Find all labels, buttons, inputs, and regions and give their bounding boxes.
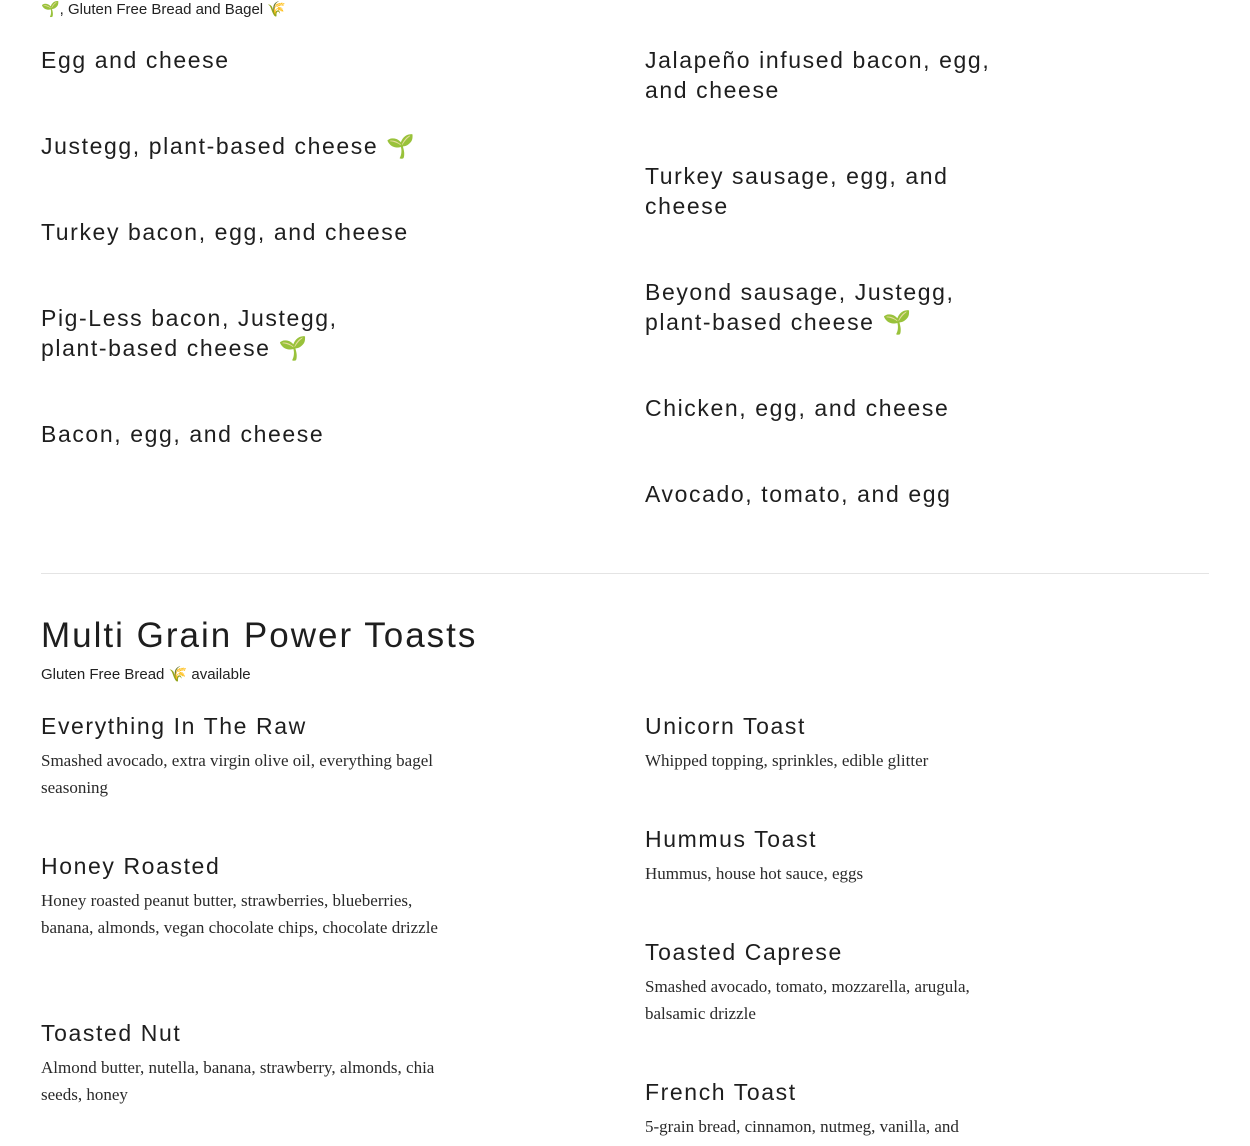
toast-name: French Toast [645,1079,797,1105]
section-divider [41,573,1209,574]
toast-item [645,1077,1025,1140]
toast-item [41,1018,451,1108]
toast-name: Everything In The Raw [41,713,307,739]
toast-item [41,851,451,941]
toast-name: Honey Roasted [41,853,221,879]
toast-item [645,824,1025,887]
menu-item-egg-and-cheese: Egg and cheese [41,47,230,73]
toast-item [41,711,451,801]
toast-description: Hummus, house hot sauce, eggs [645,864,864,883]
menu-item-bacon-egg-cheese: Bacon, egg, and cheese [41,421,325,447]
menu-item-turkey-bacon: Turkey bacon, egg, and cheese [41,219,409,245]
toast-description: Whipped topping, sprinkles, edible glitter [645,751,929,770]
toast-name: Unicorn Toast [645,713,807,739]
section-title: Multi Grain Power Toasts [41,616,478,655]
menu-item-pig-less-bacon: Pig-Less bacon, Justegg, plant-based cheese 🌱 [41,305,338,361]
bagel-bread-note: 🌱, Gluten Free Bread and Bagel 🌾 [41,1,286,18]
menu-item-beyond-sausage: Beyond sausage, Justegg, plant-based cheese 🌱 [645,279,955,335]
menu-item-justegg-plant-cheese: Justegg, plant-based cheese 🌱 [41,133,417,159]
section-subtitle: Gluten Free Bread 🌾 available [41,666,251,683]
toast-name: Hummus Toast [645,826,818,852]
menu-item-jalapeno-bacon: Jalapeño infused bacon, egg, and cheese [645,47,991,103]
toast-description: 5-grain bread, cinnamon, nutmeg, vanilla, and [645,1117,959,1136]
menu-item-chicken-egg-cheese: Chicken, egg, and cheese [645,395,950,421]
toast-description: Smashed avocado, tomato, mozzarella, arugula, balsamic drizzle [645,977,970,1023]
toast-description: Honey roasted peanut butter, strawberries, blueberries, banana, almonds, vegan chocolate chips, chocolate drizzle [41,891,438,937]
menu-item-avocado-tomato-egg: Avocado, tomato, and egg [645,481,952,507]
toast-name: Toasted Caprese [645,939,843,965]
toast-description: Smashed avocado, extra virgin olive oil, everything bagel seasoning [41,751,433,797]
toast-description: Almond butter, nutella, banana, strawberry, almonds, chia seeds, honey [41,1058,435,1104]
toast-item [645,711,1025,774]
menu-item-turkey-sausage: Turkey sausage, egg, and cheese [645,163,949,219]
toast-name: Toasted Nut [41,1020,182,1046]
toast-item [645,937,1025,1027]
